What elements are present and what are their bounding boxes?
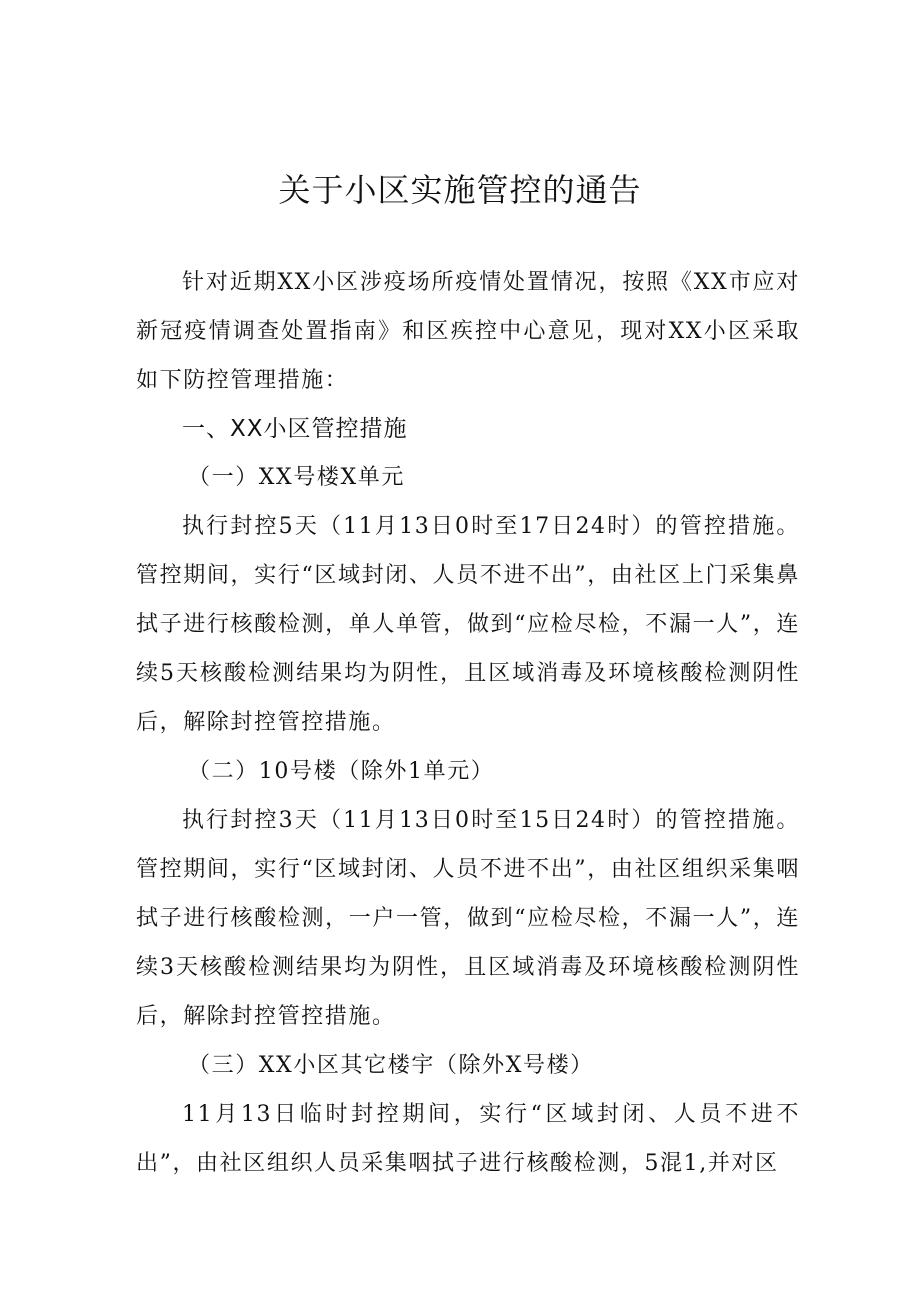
subsection-1-heading: （一）XX号楼X单元 xyxy=(188,465,405,490)
document-body xyxy=(136,258,800,1188)
document-title: 关于小区实施管控的通告 xyxy=(278,171,642,209)
intro-paragraph: 针对近期XX小区涉疫场所疫情处置情况，按照《XX市应对新冠疫情调查处置指南》和区疾控中心意见，现对XX小区采取如下防控管理措施： xyxy=(136,270,800,393)
subsection-3-body: 11月13日临时封控期间，实行“区域封闭、人员不进不出”，由社区组织人员采集咽拭子进行核酸检测，5混1,并对区 xyxy=(136,1102,800,1176)
subsection-1-body: 执行封控5天（11月13日0时至17日24时）的管控措施。管控期间，实行“区域封闭、人员不进不出”，由社区上门采集鼻拭子进行核酸检测，单人单管，做到“应检尽检，不漏一人”，连续5天核酸检测结果均为阴性，且区域消毒及环境核酸检测阴性后，解除封控管控措施。 xyxy=(136,514,800,735)
subsection-3-heading: （三）XX小区其它楼宇（除外X号楼） xyxy=(188,1053,594,1078)
section-1-heading: 一、XX小区管控措施 xyxy=(182,416,408,442)
subsection-2-heading: （二）10号楼（除外1单元） xyxy=(188,759,495,784)
subsection-2-body: 执行封控3天（11月13日0时至15日24时）的管控措施。管控期间，实行“区域封闭、人员不进不出”，由社区组织采集咽拭子进行核酸检测，一户一管，做到“应检尽检，不漏一人”，连续3天核酸检测结果均为阴性，且区域消毒及环境核酸检测阴性后，解除封控管控措施。 xyxy=(136,808,800,1029)
